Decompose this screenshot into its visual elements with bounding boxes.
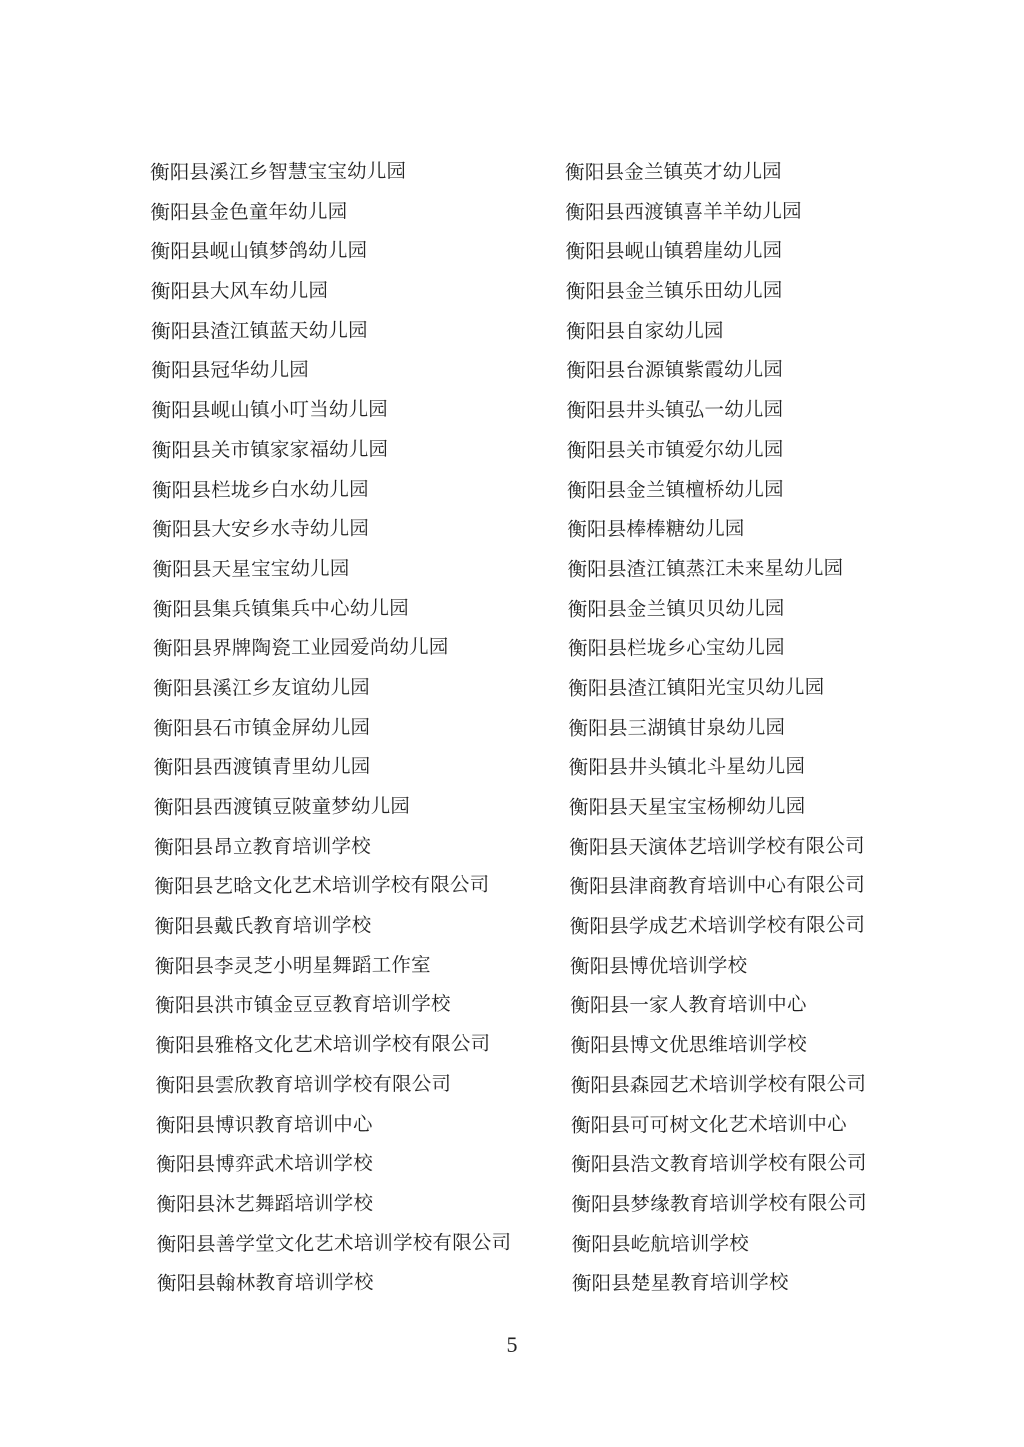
list-item: 衡阳县学成艺术培训学校有限公司 [569,913,866,939]
right-column-list [565,151,902,1304]
list-item: 衡阳县一家人教育培训中心 [570,992,807,1018]
left-column-list [150,151,537,1304]
list-item: 衡阳县浩文教育培训学校有限公司 [571,1151,867,1177]
list-item: 衡阳县冠华幼儿园 [151,358,310,383]
list-item: 衡阳县森园艺术培训学校有限公司 [570,1071,867,1097]
list-item: 衡阳县昂立教育培训学校 [154,834,372,859]
list-item: 衡阳县栏垅乡心宝幼儿园 [567,635,785,661]
list-item: 衡阳县博文优思维培训学校 [570,1032,807,1058]
list-item: 衡阳县天星宝宝杨柳幼儿园 [568,794,806,819]
list-item: 衡阳县艺晗文化艺术培训学校有限公司 [154,873,490,899]
list-item: 衡阳县金兰镇乐田幼儿园 [565,278,783,304]
list-item: 衡阳县津商教育培训中心有限公司 [569,873,866,899]
list-item: 衡阳县溪江乡友谊幼儿园 [153,675,371,700]
list-item: 衡阳县沐艺舞蹈培训学校 [156,1191,374,1216]
list-item: 衡阳县李灵芝小明星舞蹈工作室 [154,953,431,978]
list-item: 衡阳县金兰镇贝贝幼儿园 [567,596,785,621]
list-item: 衡阳县台源镇紫霞幼儿园 [566,358,784,383]
list-item: 衡阳县西渡镇青里幼儿园 [153,754,371,780]
list-item: 衡阳县关市镇爱尔幼儿园 [566,437,784,462]
list-item: 衡阳县博识教育培训中心 [155,1112,373,1137]
list-item: 衡阳县三湖镇甘泉幼儿园 [568,715,786,740]
list-item: 衡阳县善学堂文化艺术培训学校有限公司 [156,1230,512,1256]
list-item: 衡阳县岘山镇碧崖幼儿园 [565,239,783,264]
list-item: 衡阳县可可树文化艺术培训中心 [570,1111,847,1137]
list-item: 衡阳县西渡镇喜羊羊幼儿园 [565,199,802,224]
list-item: 衡阳县大风车幼儿园 [150,278,329,304]
list-item: 衡阳县博弈武术培训学校 [156,1151,373,1177]
list-item: 衡阳县戴氏教育培训学校 [154,913,372,939]
list-item: 衡阳县翰林教育培训学校 [156,1270,374,1296]
list-item: 衡阳县天演体艺培训学校有限公司 [569,833,865,859]
list-item: 衡阳县楚星教育培训学校 [571,1270,789,1296]
list-item: 衡阳县金色童年幼儿园 [150,199,348,224]
list-item: 衡阳县井头镇北斗星幼儿园 [568,754,806,780]
list-item: 衡阳县栏垅乡白水幼儿园 [151,477,369,502]
list-item: 衡阳县自家幼儿园 [566,318,724,343]
list-item: 衡阳县天星宝宝幼儿园 [152,556,350,581]
list-item: 衡阳县渣江镇阳光宝贝幼儿园 [568,675,825,700]
list-item: 衡阳县界牌陶瓷工业园爱尚幼儿园 [152,635,449,661]
list-item: 衡阳县集兵镇集兵中心幼儿园 [152,595,409,621]
list-item: 衡阳县井头镇弘一幼儿园 [566,397,784,423]
list-item: 衡阳县雅格文化艺术培训学校有限公司 [155,1032,491,1058]
list-item: 衡阳县大安乡水寺幼儿园 [152,516,370,542]
list-item: 衡阳县西渡镇豆陂童梦幼儿园 [153,794,411,819]
list-item: 衡阳县渣江镇蓝天幼儿园 [151,318,368,343]
list-item: 衡阳县雲欣教育培训学校有限公司 [155,1071,452,1097]
page-number: 5 [506,1332,518,1357]
list-item: 衡阳县金兰镇檀桥幼儿园 [566,477,784,502]
list-item: 衡阳县岘山镇梦鸽幼儿园 [150,239,368,264]
list-item: 衡阳县关市镇家家福幼儿园 [151,437,389,462]
list-item: 衡阳县石市镇金屏幼儿园 [153,715,371,740]
list-item: 衡阳县棒棒糖幼儿园 [567,517,745,542]
list-item: 衡阳县渣江镇蒸江未来星幼儿园 [567,556,844,581]
list-item: 衡阳县洪市镇金豆豆教育培训学校 [155,992,451,1018]
list-item: 衡阳县梦缘教育培训学校有限公司 [571,1191,868,1216]
list-item: 衡阳县博优培训学校 [569,953,748,978]
list-item: 衡阳县屹航培训学校 [571,1231,750,1256]
list-item: 衡阳县岘山镇小叮当幼儿园 [151,397,389,423]
list-item: 衡阳县金兰镇英才幼儿园 [565,159,782,184]
list-item: 衡阳县溪江乡智慧宝宝幼儿园 [150,159,407,184]
